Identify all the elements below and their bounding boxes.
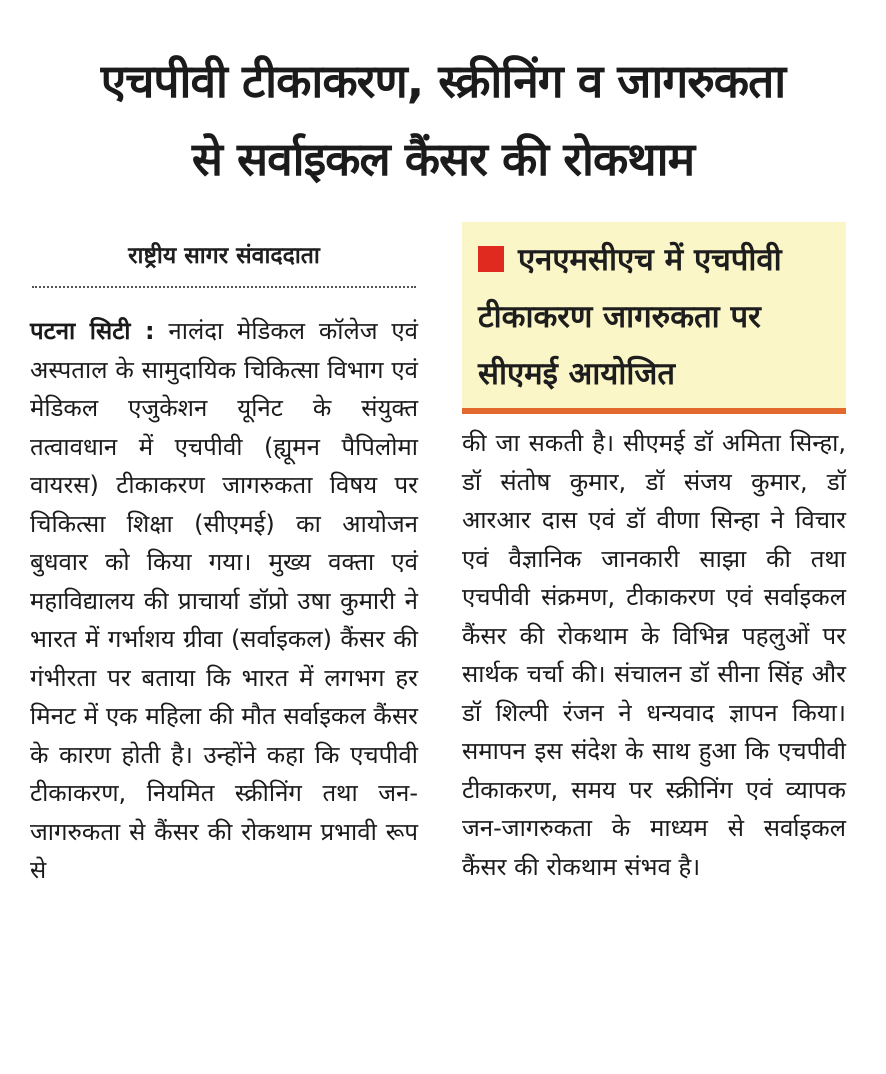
highlight-rule — [462, 408, 846, 414]
highlight-text: एनएमसीएच में एचपीवी टीकाकरण जागरुकता पर सीएमई आयोजित — [478, 242, 782, 392]
article-body-left — [30, 312, 418, 890]
headline — [0, 42, 886, 198]
byline-divider — [32, 286, 416, 288]
dateline: पटना सिटी : — [30, 317, 155, 345]
red-square-icon — [478, 246, 504, 272]
byline: राष्ट्रीय सागर संवाददाता — [128, 243, 320, 269]
headline-line-2: से सर्वाइकल कैंसर की रोकथाम — [191, 132, 695, 186]
headline-line-1: एचपीवी टीकाकरण, स्क्रीनिंग व जागरुकता — [100, 54, 786, 108]
article-body-right: की जा सकती है। सीएमई डॉ अमिता सिन्हा, डॉ संतोष कुमार, डॉ संजय कुमार, डॉ आरआर दास एवं डॉ वीणा सिन्हा ने विचार एवं वैज्ञानिक जानकारी साझा की तथा एचपीवी संक्रमण, टीकाकरण एवं सर्वाइकल कैंसर की रोकथाम के विभिन्न पहलुओं पर सार्थक चर्चा की। संचालन डॉ सीना सिंह और डॉ शिल्पी रंजन ने धन्यवाद ज्ञापन किया। समापन इस संदेश के साथ हुआ कि एचपीवी टीकाकरण, समय पर स्क्रीनिंग एवं व्यापक जन-जागरुकता के माध्यम से सर्वाइकल कैंसर की रोकथाम संभव है। — [462, 429, 846, 881]
body-left-text: नालंदा मेडिकल कॉलेज एवं अस्पताल के सामुदायिक चिकित्सा विभाग एवं मेडिकल एजुकेशन यूनिट के संयुक्त तत्वावधान में एचपीवी (ह्यूमन पैपिलोमा वायरस) टीकाकरण जागरुकता विषय पर चिकित्सा शिक्षा (सीएमई) का आयोजन बुधवार को किया गया। मुख्य वक्ता एवं महाविद्यालय की प्राचार्या डॉप्रो उषा कुमारी ने भारत में गर्भाशय ग्रीवा (सर्वाइकल) कैंसर की गंभीरता पर बताया कि भारत में लगभग हर मिनट में एक महिला की मौत सर्वाइकल कैंसर के कारण होती है। उन्होंने कहा कि एचपीवी टीकाकरण, नियमित स्क्रीनिंग तथा जन-जागरुकता से कैंसर की रोकथाम प्रभावी रूप से — [30, 317, 418, 884]
highlight-subheading — [478, 232, 844, 403]
